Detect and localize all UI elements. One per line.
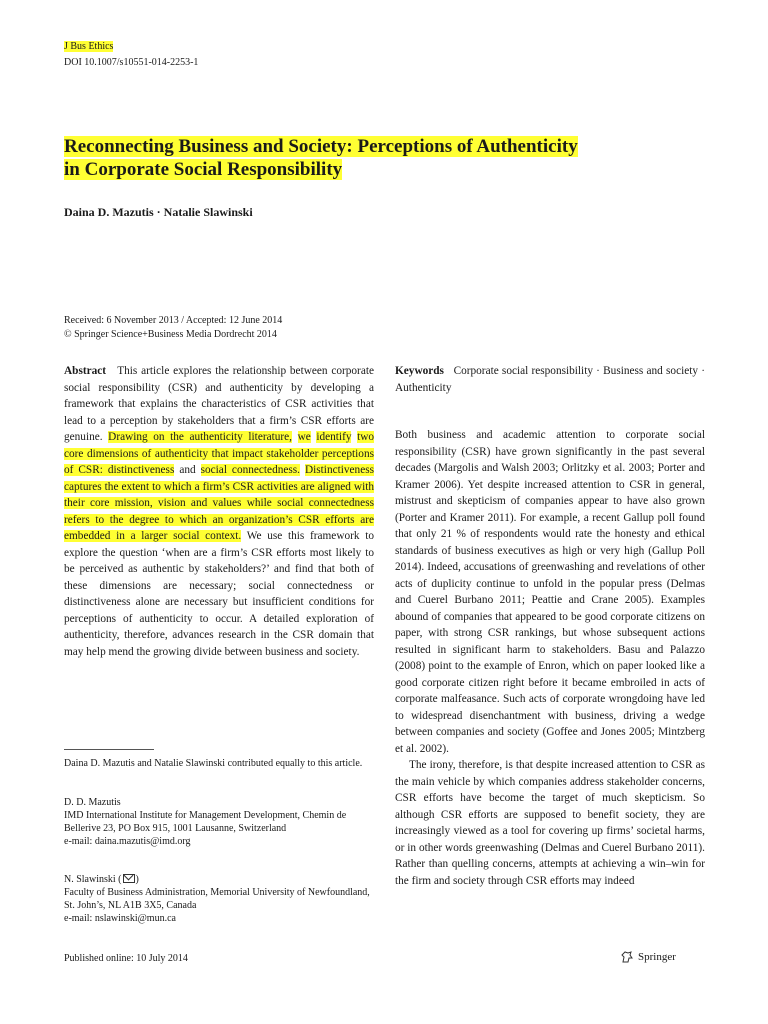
abstract-text: and xyxy=(179,464,196,476)
abstract-label: Abstract xyxy=(64,365,107,377)
published-online: Published online: 10 July 2014 xyxy=(64,953,188,964)
author-2-address: Faculty of Business Administration, Memorial University of Newfoundland, St. John’s, NL A1B 3X5, Canada xyxy=(64,887,370,911)
body-paragraph-1: Both business and academic attention to corporate social responsibility (CSR) have grown significantly in the past several decades (Margolis and Walsh 2003; Orlitzky et al. 2003; Porter and Kramer 2006). Yet despite increased attention to CSR in general, mistrust and skepticism of companies appear to have also grown (Porter and Kramer 2011). For example, a recent Gallup poll found that only 21 % of respondents would rate the honesty and ethical standards of business executives as high or very high (Gallup Poll 2014). Indeed, accusations of greenwashing and revelations of other acts of duplicity continue to unfold in the popular press (Delmas and Cuerel Burbano 2011; Peattie and Crane 2005). Examples abound of companies that appeared to be good corporate citizens on paper, with strong CSR rankings, but whose subsequent actions resulted in significant harm to stakeholders. Basu and Palazzo (2008) point to the example of Enron, which on paper looked like a good corporate citizen right before it became embroiled in acts of corporate malfeasance. Such acts of corporate wrongdoing have led to widespread disenchantment with business, driving a wedge between companies and society (Goffee and Jones 2005; Mintzberg et al. 2002). xyxy=(395,429,705,755)
abstract-text: This article explores the relationship between corporate social responsibility (CSR) and authenticity by developing a framework that explains the characteristics of CSR activities that lead to a perception by stakeholders that a firm’s CSR efforts are genuine. xyxy=(64,365,374,443)
author-1-name: D. D. Mazutis xyxy=(64,797,121,808)
publisher-name: Springer xyxy=(638,951,676,963)
publisher-logo xyxy=(620,950,676,964)
footnote-divider xyxy=(64,749,154,750)
body-paragraph-2: The irony, therefore, is that despite increased attention to CSR as the main vehicle by which companies address stakeholder concerns, CSR efforts have become the target of much skepticism. So although CSR efforts are supposed to benefit society, they are increasingly viewed as a tool for covering up firms’ societal harms, or in other words greenwashing (Delmas and Cuerel Burbano 2011). Rather than quelling concerns, attempts at achieving a win–win for the firm and society through CSR efforts may indeed xyxy=(395,759,705,887)
title-line-1: Reconnecting Business and Society: Perceptions of Authenticity xyxy=(64,136,578,157)
author-1-address: IMD International Institute for Management Development, Chemin de Bellerive 23, PO Box 915, 1001 Lausanne, Switzerland xyxy=(64,810,347,834)
contribution-note: Daina D. Mazutis and Natalie Slawinski contributed equally to this article. xyxy=(64,758,363,769)
keywords-section xyxy=(395,363,705,396)
publication-dates xyxy=(64,314,282,342)
highlight: core dimensions of authenticity that impact stakeholder perceptions of CSR: distinctiveness xyxy=(64,447,374,476)
received-accepted: Received: 6 November 2013 / Accepted: 12 June 2014 xyxy=(64,315,283,326)
right-column xyxy=(395,363,705,889)
keywords-text: Corporate social responsibility · Business and society · Authenticity xyxy=(395,365,705,394)
highlight: two xyxy=(357,431,375,443)
author-list: Daina D. Mazutis · Natalie Slawinski xyxy=(64,205,253,219)
title-line-2: in Corporate Social Responsibility xyxy=(64,159,343,180)
author-1-affiliation xyxy=(64,796,374,848)
highlight: we xyxy=(297,431,311,443)
highlight: Drawing on the authenticity literature, xyxy=(108,431,292,443)
article-title xyxy=(64,135,704,181)
highlight: identify xyxy=(316,431,352,443)
highlight: social connectedness. xyxy=(200,464,300,476)
author-2-affiliation xyxy=(64,873,374,925)
envelope-icon xyxy=(123,874,135,883)
copyright: © Springer Science+Business Media Dordrecht 2014 xyxy=(64,329,277,340)
journal-name: J Bus Ethics xyxy=(64,41,114,52)
author-2-email[interactable]: e-mail: nslawinski@mun.ca xyxy=(64,913,176,924)
doi: DOI 10.1007/s10551-014-2253-1 xyxy=(64,57,199,68)
abstract-text: We use this framework to explore the question ‘when are a firm’s CSR efforts most likely to be perceived as authentic by stakeholders?’ and find that both of these dimensions are necessary; social connectedness or distinctiveness alone are necessary but insufficient conditions for perceptions of authenticity to occur. A detailed exploration of authenticity, therefore, advances research in the CSR domain that may help mend the growing divide between business and society. xyxy=(64,530,375,658)
abstract-section xyxy=(64,363,374,660)
springer-horse-icon xyxy=(620,950,634,964)
author-2-name: N. Slawinski ( ) xyxy=(64,874,139,885)
author-1-email[interactable]: e-mail: daina.mazutis@imd.org xyxy=(64,836,191,847)
keywords-label: Keywords xyxy=(395,365,444,377)
highlight: Distinctiveness captures the extent to which a firm’s CSR activities are aligned with their core mission, vision and values while social connectedness refers to the degree to which an organization’s CSR efforts are embedded in a larger social context. xyxy=(64,464,374,542)
